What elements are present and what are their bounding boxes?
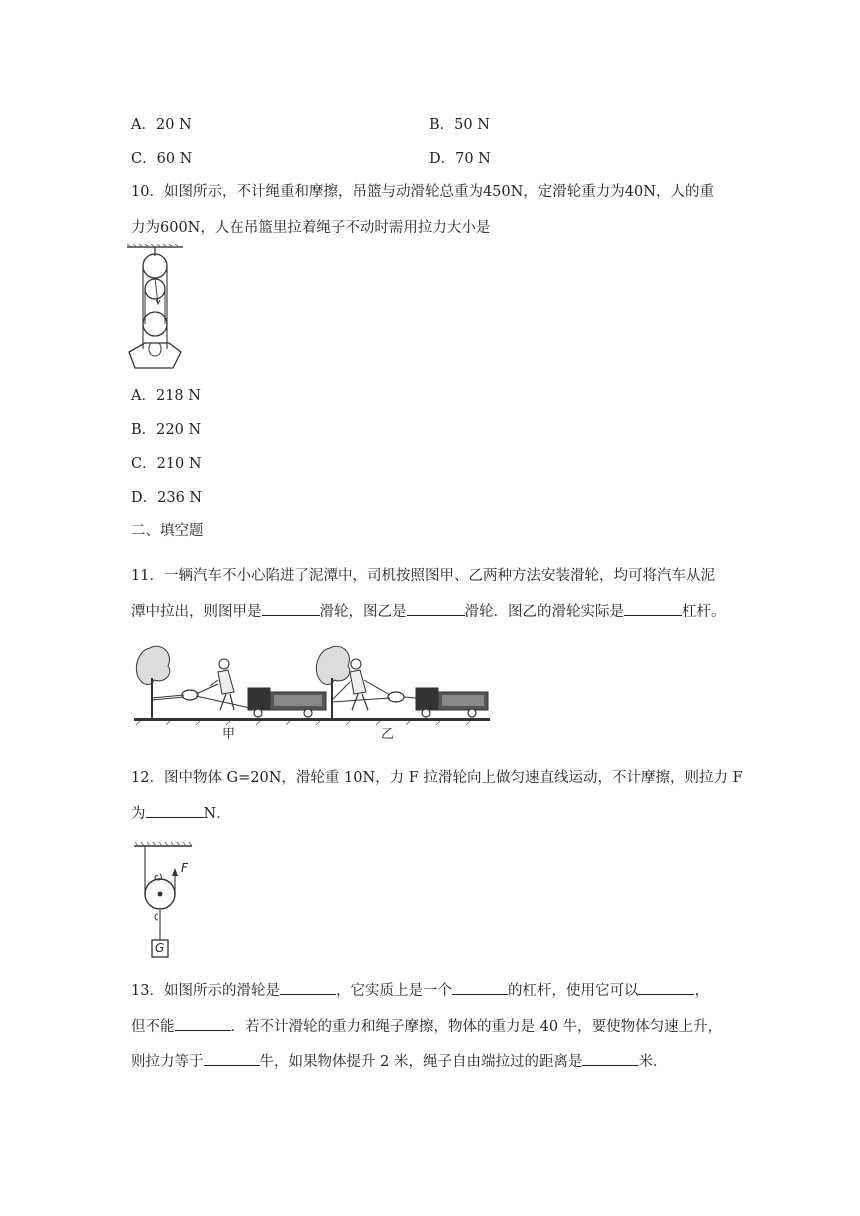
q13-text-e: 但不能 xyxy=(131,1019,175,1035)
q12-blank[interactable] xyxy=(146,816,204,818)
q10-option-b: B．220 N xyxy=(131,422,202,438)
q11-blank-2[interactable] xyxy=(407,614,465,616)
figure-jia xyxy=(134,646,330,725)
q11-blank-1[interactable] xyxy=(262,614,320,616)
q13-line1 xyxy=(131,979,709,1000)
q10-option-d: D．236 N xyxy=(131,490,203,506)
q12-text-a: 为 xyxy=(131,806,146,822)
figure-yi xyxy=(314,646,490,725)
q9-option-d: D．70 N xyxy=(429,151,491,167)
q10-option-c: C．210 N xyxy=(131,456,202,472)
q11-text-a: 潭中拉出，则图甲是 xyxy=(131,604,262,620)
q9-option-b: B．50 N xyxy=(429,117,490,133)
q10-line2: 力为600N，人在吊篮里拉着绳子不动时需用拉力大小是 xyxy=(131,220,491,236)
section-title: 二、填空题 xyxy=(131,523,204,539)
q12-line1: 12．图中物体 G=20N，滑轮重 10N，力 F 拉滑轮向上做匀速直线运动，不计摩擦，则拉力 F xyxy=(131,770,743,786)
q12-movable-pulley-figure xyxy=(130,840,200,962)
q10-line1: 10．如图所示，不计绳重和摩擦，吊篮与动滑轮总重为450N，定滑轮重力为40N，人的重 xyxy=(131,184,714,200)
q13-text-i: 米． xyxy=(638,1054,668,1070)
q9-option-c: C．60 N xyxy=(131,151,193,167)
q13-blank-6[interactable] xyxy=(582,1064,638,1066)
q13-blank-5[interactable] xyxy=(204,1064,260,1066)
q13-text-c: 的杠杆，使用它可以 xyxy=(507,983,639,999)
q13-text-h: 牛，如果物体提升 2 米，绳子自由端拉过的距离是 xyxy=(259,1054,583,1070)
figure-label-jia: 甲 xyxy=(222,727,236,742)
q11-line2 xyxy=(131,600,726,621)
q13-text-d: ， xyxy=(694,983,709,999)
q13-line2 xyxy=(131,1015,722,1036)
q11-text-b: 滑轮，图乙是 xyxy=(319,604,407,620)
q13-text-b: ，它实质上是一个 xyxy=(335,983,452,999)
q13-text-f: ．若不计滑轮的重力和绳子摩擦，物体的重力是 40 牛，要使物体匀速上升， xyxy=(230,1019,723,1035)
q13-blank-3[interactable] xyxy=(638,993,694,995)
figure-label-yi: 乙 xyxy=(381,727,395,742)
q11-text-c: 滑轮．图乙的滑轮实际是 xyxy=(464,604,624,620)
q13-blank-2[interactable] xyxy=(452,993,508,995)
q10-option-a: A．218 N xyxy=(131,388,201,404)
q12-text-b: N． xyxy=(203,806,231,822)
q13-blank-1[interactable] xyxy=(280,993,336,995)
q12-force-label: F xyxy=(181,861,188,875)
q13-line3 xyxy=(131,1050,667,1071)
q11-truck-pulley-figure xyxy=(130,640,490,730)
q13-text-g: 则拉力等于 xyxy=(131,1054,204,1070)
q9-option-a: A．20 N xyxy=(131,117,192,133)
q12-weight-label: G xyxy=(155,941,165,955)
q11-line1: 11．一辆汽车不小心陷进了泥潭中，司机按照图甲、乙两种方法安装滑轮，均可将汽车从泥 xyxy=(131,568,715,584)
q13-blank-4[interactable] xyxy=(175,1029,231,1031)
q10-pulley-basket-figure xyxy=(125,244,185,374)
q11-blank-3[interactable] xyxy=(624,614,682,616)
q12-line2 xyxy=(131,802,231,823)
q11-text-d: 杠杆。 xyxy=(682,604,726,620)
q13-text-a: 13．如图所示的滑轮是 xyxy=(131,983,280,999)
